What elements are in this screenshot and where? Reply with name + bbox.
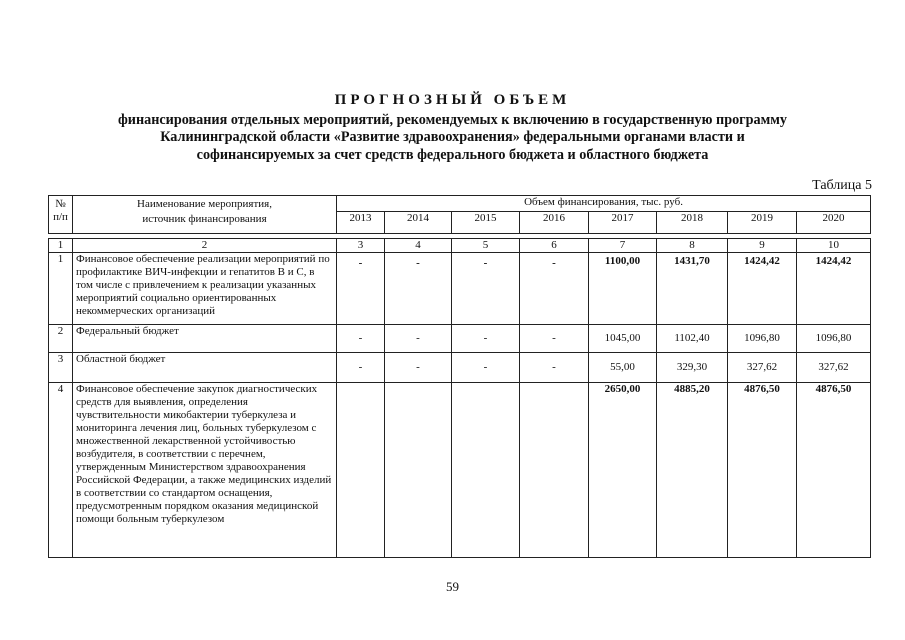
document-subtitle-line-1: финансирования отдельных мероприятий, рекомендуемых к включению в государственную программу	[117, 112, 788, 128]
row-value: 1045,00	[589, 325, 657, 353]
col-number: 10	[797, 239, 871, 253]
header-year: 2013	[337, 212, 385, 234]
row-number: 1	[49, 253, 73, 325]
row-name: Федеральный бюджет	[73, 325, 337, 353]
row-value: -	[452, 325, 520, 353]
header-name-cell	[73, 196, 337, 234]
page-number: 59	[446, 579, 459, 594]
header-num-line1: №	[55, 198, 66, 210]
row-value: -	[385, 325, 452, 353]
row-value: 1100,00	[589, 253, 657, 325]
row-number: 4	[49, 383, 73, 558]
row-value: -	[520, 353, 589, 383]
row-name: Финансовое обеспечение реализации мероприятий по профилактике ВИЧ-инфекции и гепатитов В и С, в том числе с привлечением к реализации указанных мероприятий социально ориентированных некоммерческих организаций	[73, 253, 337, 325]
header-volume: Объем финансирования, тыс. руб.	[337, 196, 871, 212]
row-value: 1424,42	[797, 253, 871, 325]
col-number: 3	[337, 239, 385, 253]
row-value: 4876,50	[797, 383, 871, 558]
col-number: 7	[589, 239, 657, 253]
row-value: 1102,40	[657, 325, 728, 353]
header-year: 2018	[657, 212, 728, 234]
header-year: 2014	[385, 212, 452, 234]
header-name-line2: источник финансирования	[142, 213, 267, 225]
col-number: 5	[452, 239, 520, 253]
table-label: Таблица 5	[812, 178, 872, 193]
header-num-line2: п/п	[53, 211, 68, 223]
header-name-line1: Наименование мероприятия,	[137, 198, 272, 210]
row-value: -	[520, 325, 589, 353]
row-value: -	[385, 353, 452, 383]
row-value: 327,62	[797, 353, 871, 383]
row-number: 3	[49, 353, 73, 383]
table-row	[49, 253, 871, 325]
header-year: 2020	[797, 212, 871, 234]
row-value: 4885,20	[657, 383, 728, 558]
col-number: 6	[520, 239, 589, 253]
header-year: 2019	[728, 212, 797, 234]
row-value: 329,30	[657, 353, 728, 383]
row-value: 1431,70	[657, 253, 728, 325]
document-title: ПРОГНОЗНЫЙ ОБЪЕМ	[334, 92, 571, 108]
row-value	[337, 383, 385, 558]
document-subtitle-line-2: Калининградской области «Развитие здравоохранения» федеральными органами власти и	[160, 129, 745, 145]
row-name: Финансовое обеспечение закупок диагностических средств для выявления, определения чувствительности микобактерии туберкулеза и мониторинга лечения лиц, больных туберкулезом с множественной лекарственной устойчивостью возбудителя, в соответствии с перечнем, утвержденным Министерством здравоохранения Российской Федерации, а также медицинских изделий в соответствии со стандартом оснащения, предусмотренным порядком оказания медицинской помощи больным туберкулезом	[73, 383, 337, 558]
col-number: 4	[385, 239, 452, 253]
row-value: 55,00	[589, 353, 657, 383]
col-number: 8	[657, 239, 728, 253]
row-value: 1096,80	[728, 325, 797, 353]
row-value: -	[452, 353, 520, 383]
col-number: 2	[73, 239, 337, 253]
table-row	[49, 383, 871, 558]
row-value: -	[385, 253, 452, 325]
header-year: 2017	[589, 212, 657, 234]
row-name: Областной бюджет	[73, 353, 337, 383]
row-value: -	[337, 353, 385, 383]
row-value: 2650,00	[589, 383, 657, 558]
row-value: -	[452, 253, 520, 325]
col-number: 9	[728, 239, 797, 253]
row-value: -	[520, 253, 589, 325]
table-row	[49, 353, 871, 383]
document-subtitle-line-3: софинансируемых за счет средств федерального бюджета и областного бюджета	[196, 147, 709, 163]
row-value: 1424,42	[728, 253, 797, 325]
row-value: -	[337, 325, 385, 353]
header-year: 2015	[452, 212, 520, 234]
row-value	[385, 383, 452, 558]
row-value	[520, 383, 589, 558]
financing-table	[48, 195, 871, 558]
row-value: 1096,80	[797, 325, 871, 353]
row-value: 327,62	[728, 353, 797, 383]
row-value: 4876,50	[728, 383, 797, 558]
row-number: 2	[49, 325, 73, 353]
col-number: 1	[49, 239, 73, 253]
row-value: -	[337, 253, 385, 325]
table-row	[49, 325, 871, 353]
row-value	[452, 383, 520, 558]
header-year: 2016	[520, 212, 589, 234]
header-num-cell	[49, 196, 73, 234]
